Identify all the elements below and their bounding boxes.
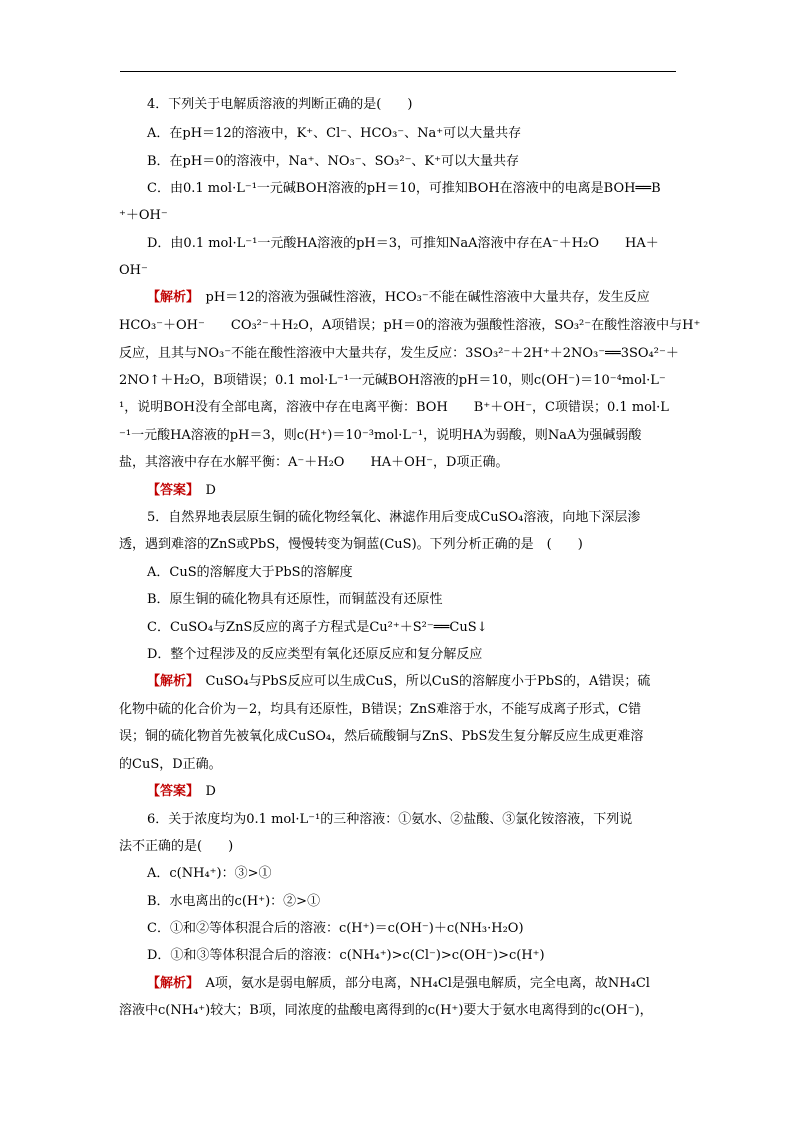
q5-analysis-line: 误；铜的硫化物首先被氧化成CuSO₄，然后硫酸铜与ZnS、PbS发生复分解反应生成更难溶 [119, 729, 644, 744]
q5-option-c: C．CuSO₄与ZnS反应的离子方程式是Cu²⁺＋S²⁻══CuS↓ [147, 620, 488, 635]
q4-analysis-line: 2NO↑＋H₂O，B项错误；0.1 mol·L⁻¹一元碱BOH溶液的pH＝10，则c(OH⁻)＝10⁻⁴mol·L⁻ [119, 373, 666, 388]
q4-analysis-line: 盐，其溶液中存在水解平衡：A⁻＋H₂O HA＋OH⁻，D项正确。 [119, 455, 509, 470]
answer-tag: 【答案】 [147, 483, 193, 498]
answer-tag: 【答案】 [147, 784, 193, 799]
q4-analysis-line: ⁻¹一元酸HA溶液的pH＝3，则c(H⁺)＝10⁻³mol·L⁻¹，说明HA为弱酸，则NaA为强碱弱酸 [119, 428, 642, 443]
q5-analysis-line: 【解析】 CuSO₄与PbS反应可以生成CuS，所以CuS的溶解度小于PbS的，A错误；硫 [147, 674, 651, 689]
q6-stem-cont: 法不正确的是( ) [119, 839, 234, 854]
q4-analysis-line: 反应，且其与NO₃⁻不能在酸性溶液中大量共存，发生反应：3SO₃²⁻＋2H⁺＋2NO₃⁻══3SO₄²⁻＋ [119, 346, 679, 361]
q4-option-d: D．由0.1 mol·L⁻¹一元酸HA溶液的pH＝3，可推知NaA溶液中存在A⁻＋H₂O HA＋ [147, 236, 659, 251]
q6-option-d: D．①和③等体积混合后的溶液：c(NH₄⁺)>c(Cl⁻)>c(OH⁻)>c(H⁺) [147, 948, 545, 963]
q4-option-d-cont: OH⁻ [119, 263, 148, 278]
q6-option-c: C．①和②等体积混合后的溶液：c(H⁺)＝c(OH⁻)＋c(NH₃·H₂O) [147, 921, 524, 936]
q4-answer: D [205, 483, 216, 498]
q4-option-a: A．在pH＝12的溶液中，K⁺、Cl⁻、HCO₃⁻、Na⁺可以大量共存 [147, 126, 522, 141]
q5-option-b: B．原生铜的硫化物具有还原性，而铜蓝没有还原性 [147, 592, 443, 607]
q6-analysis-line: 溶液中c(NH₄⁺)较大；B项，同浓度的盐酸电离得到的c(H⁺)要大于氨水电离得到的c(OH⁻)， [119, 1003, 653, 1018]
q4-analysis-line: ¹，说明BOH没有全部电离，溶液中存在电离平衡：BOH B⁺＋OH⁻，C项错误；0.1 mol·L [119, 400, 669, 415]
q4-option-c-cont: ⁺＋OH⁻ [119, 208, 168, 223]
q6-option-b: B．水电离出的c(H⁺)：②>① [147, 894, 321, 909]
q5-stem-cont: 透，遇到难溶的ZnS或PbS，慢慢转变为铜蓝(CuS)。下列分析正确的是 ( ) [119, 537, 583, 552]
q4-option-c: C．由0.1 mol·L⁻¹一元碱BOH溶液的pH＝10，可推知BOH在溶液中的电离是BOH══B [147, 181, 661, 196]
header-rule [120, 71, 676, 72]
q4-analysis-line: 【解析】 pH＝12的溶液为强碱性溶液，HCO₃⁻不能在碱性溶液中大量共存，发生反应 [147, 290, 650, 305]
q4-option-b: B．在pH＝0的溶液中，Na⁺、NO₃⁻、SO₃²⁻、K⁺可以大量共存 [147, 154, 519, 169]
q6-analysis-line: 【解析】 A项，氨水是弱电解质，部分电离，NH₄Cl是强电解质，完全电离，故NH₄Cl [147, 976, 650, 991]
q5-stem: 5．自然界地表层原生铜的硫化物经氧化、淋滤作用后变成CuSO₄溶液，向地下深层渗 [147, 510, 641, 525]
q4-answer-line [147, 483, 216, 499]
analysis-tag: 【解析】 [147, 976, 193, 991]
analysis-tag: 【解析】 [147, 674, 193, 689]
q5-answer-line [147, 784, 216, 800]
q4-analysis-line: HCO₃⁻＋OH⁻ CO₃²⁻＋H₂O，A项错误；pH＝0的溶液为强酸性溶液，SO₃²⁻在酸性溶液中与H⁺ [119, 318, 701, 333]
analysis-tag: 【解析】 [147, 290, 193, 305]
q4-stem: 4．下列关于电解质溶液的判断正确的是( ) [147, 97, 413, 112]
q5-analysis-line: 的CuS，D正确。 [119, 757, 222, 772]
q5-option-a: A．CuS的溶解度大于PbS的溶解度 [147, 565, 353, 580]
q5-option-d: D．整个过程涉及的反应类型有氧化还原反应和复分解反应 [147, 647, 483, 662]
q5-analysis-line: 化物中硫的化合价为－2，均具有还原性，B错误；ZnS难溶于水，不能写成离子形式，C错 [119, 702, 642, 717]
q6-stem: 6．关于浓度均为0.1 mol·L⁻¹的三种溶液：①氨水、②盐酸、③氯化铵溶液，下列说 [147, 812, 633, 827]
q6-option-a: A．c(NH₄⁺)：③>① [147, 866, 272, 881]
q5-answer: D [205, 784, 216, 799]
